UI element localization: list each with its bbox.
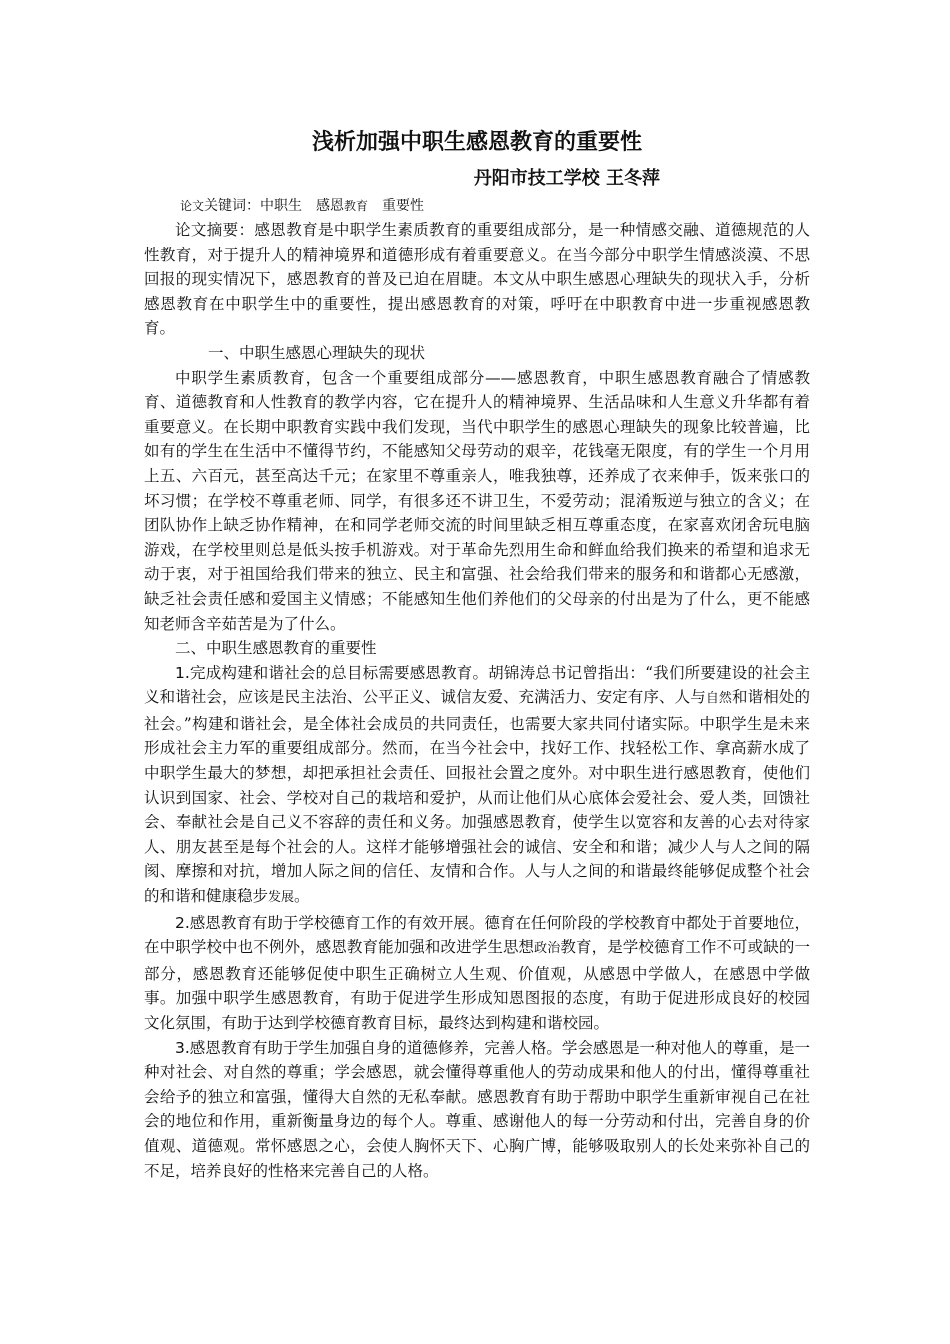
keywords-label-d: 重要性 xyxy=(368,198,425,214)
section1-heading: 一、中职生感恩心理缺失的现状 xyxy=(208,343,426,362)
abstract-paragraph: 论文摘要：感恩教育是中职学生素质教育的重要组成部分，是一种情感交融、道德规范的人性教育，对于提升人的精神境界和道德形成有着重要意义。在当今部分中职学生情感淡漠、不思回报的现实情况下，感恩教育的普及已迫在眉睫。本文从中职生感恩心理缺失的现状入手，分析感恩教育在中职学生中的重要性，提出感恩教育的对策，呼吁在中职教育中进一步重视感恩教育。 xyxy=(144,221,810,338)
section2-item-2 xyxy=(144,911,810,1036)
section1-body: 中职学生素质教育，包含一个重要组成部分——感恩教育，中职生感恩教育融合了情感教育、道德教育和人性教育的教学内容，它在提升人的精神境界、生活品味和人生意义升华都有着重要意义。在长期中职教育实践中我们发现，当代中职学生的感恩心理缺失的现象比较普遍，比如有的学生在生活中不懂得节约，不能感知父母劳动的艰辛，花钱毫无限度，有的学生一个月用上五、六百元，甚至高达千元；在家里不尊重亲人，唯我独尊，还养成了衣来伸手，饭来张口的坏习惯；在学校不尊重老师、同学，有很多还不讲卫生，不爱劳动；混淆叛逆与独立的含义；在团队协作上缺乏协作精神，在和同学老师交流的时间里缺乏相互尊重态度，在家喜欢闭舍玩电脑游戏，在学校里则总是低头按手机游戏。对于革命先烈用生命和鲜血给我们换来的希望和追求无动于衷，对于祖国给我们带来的独立、民主和富强、社会给我们带来的服务和和谐都心无感激，缺乏社会责任感和爱国主义情感；不能感知生他们养他们的父母亲的付出是为了什么，更不能感知老师含辛茹苦是为了什么。 xyxy=(144,368,810,633)
section2-heading: 二、中职生感恩教育的重要性 xyxy=(175,639,377,658)
section2-item-1 xyxy=(144,661,810,911)
item-text-c: 和谐相处的社会。”构建和谐社会，是全体社会成员的共同责任，也需要大家共同付诸实际。中职学生是未来形成社会主力军的重要组成部分。然而，在当今社会中，找好工作、找轻松工作、拿高薪水成了中职学生最大的梦想，却把承担社会责任、回报社会置之度外。对中职生进行感恩教育，使他们认识到国家、社会、学校对自己的栽培和爱护，从而让他们从心底体会爱社会、爱人类，回馈社会、奉献社会是自己义不容辞的责任和义务。加强感恩教育，使学生以宽容和友善的心去对待家人、朋友甚至是每个社会的人。这样才能够增强社会的诚信、安全和和谐；减少人与人之间的隔阂、摩擦和对抗，增加人际之间的信任、友情和合作。人与人之间的和谐最终能够促成整个社会的和谐和健康稳步 xyxy=(144,688,810,906)
author-byline: 丹阳市技工学校 王冬萍 xyxy=(473,168,660,189)
item-text-b: 自然 xyxy=(705,691,733,707)
item-text-b: 政治 xyxy=(534,941,561,957)
keywords-label-b: 关键词：中职生 感恩 xyxy=(204,198,345,214)
document-page xyxy=(144,128,810,1183)
item-text-a: .完成构建和谐社会的总目标需要感恩教育。胡锦涛总书记曾指出：“我们所要建设的社会主义和谐社会，应该是民主法治、公平正义、诚信友爱、充满活力、安定有序、人与 xyxy=(144,663,810,707)
item-number: 2 xyxy=(175,913,185,932)
item-text-a: .感恩教育有助于学校德育工作的有效开展。德育在任何阶段的学校教育中都处于首要地位，在中职学校中也不例外，感恩教育能加强和改进学生思想 xyxy=(144,913,810,957)
section2-item-3 xyxy=(144,1036,810,1184)
item-text-d: 发展 xyxy=(268,890,295,906)
keywords-label-c: 教育 xyxy=(344,199,369,213)
keywords-label-a: 论文 xyxy=(180,199,205,213)
document-title: 浅析加强中职生感恩教育的重要性 xyxy=(311,130,642,155)
item-text-e: 。 xyxy=(294,887,310,906)
item-number: 3 xyxy=(175,1038,185,1057)
item-number: 1 xyxy=(175,663,185,682)
item-text-a: .感恩教育有助于学生加强自身的道德修养，完善人格。学会感恩是一种对他人的尊重，是一种对社会、对自然的尊重；学会感恩，就会懂得尊重他人的劳动成果和他人的付出，懂得尊重社会给予的独立和富强，懂得大自然的无私奉献。感恩教育有助于帮助中职学生重新审视自己在社会的地位和作用，重新衡量身边的每个人。尊重、感谢他人的每一分劳动和付出，完善自身的价值观、道德观。常怀感恩之心，会使人胸怀天下、心胸广博，能够吸取别人的长处来弥补自己的不足，培养良好的性格来完善自己的人格。 xyxy=(144,1038,810,1180)
keywords-line xyxy=(144,194,810,218)
item-text-c: 教育，是学校德育工作不可或缺的一部分，感恩教育还能够促使中职生正确树立人生观、价值观，从感恩中学做人，在感恩中学做事。加强中职学生感恩教育，有助于促进学生形成知恩图报的态度，有助于促进形成良好的校园文化氛围，有助于达到学校德育教育目标，最终达到构建和谐校园。 xyxy=(144,938,810,1032)
